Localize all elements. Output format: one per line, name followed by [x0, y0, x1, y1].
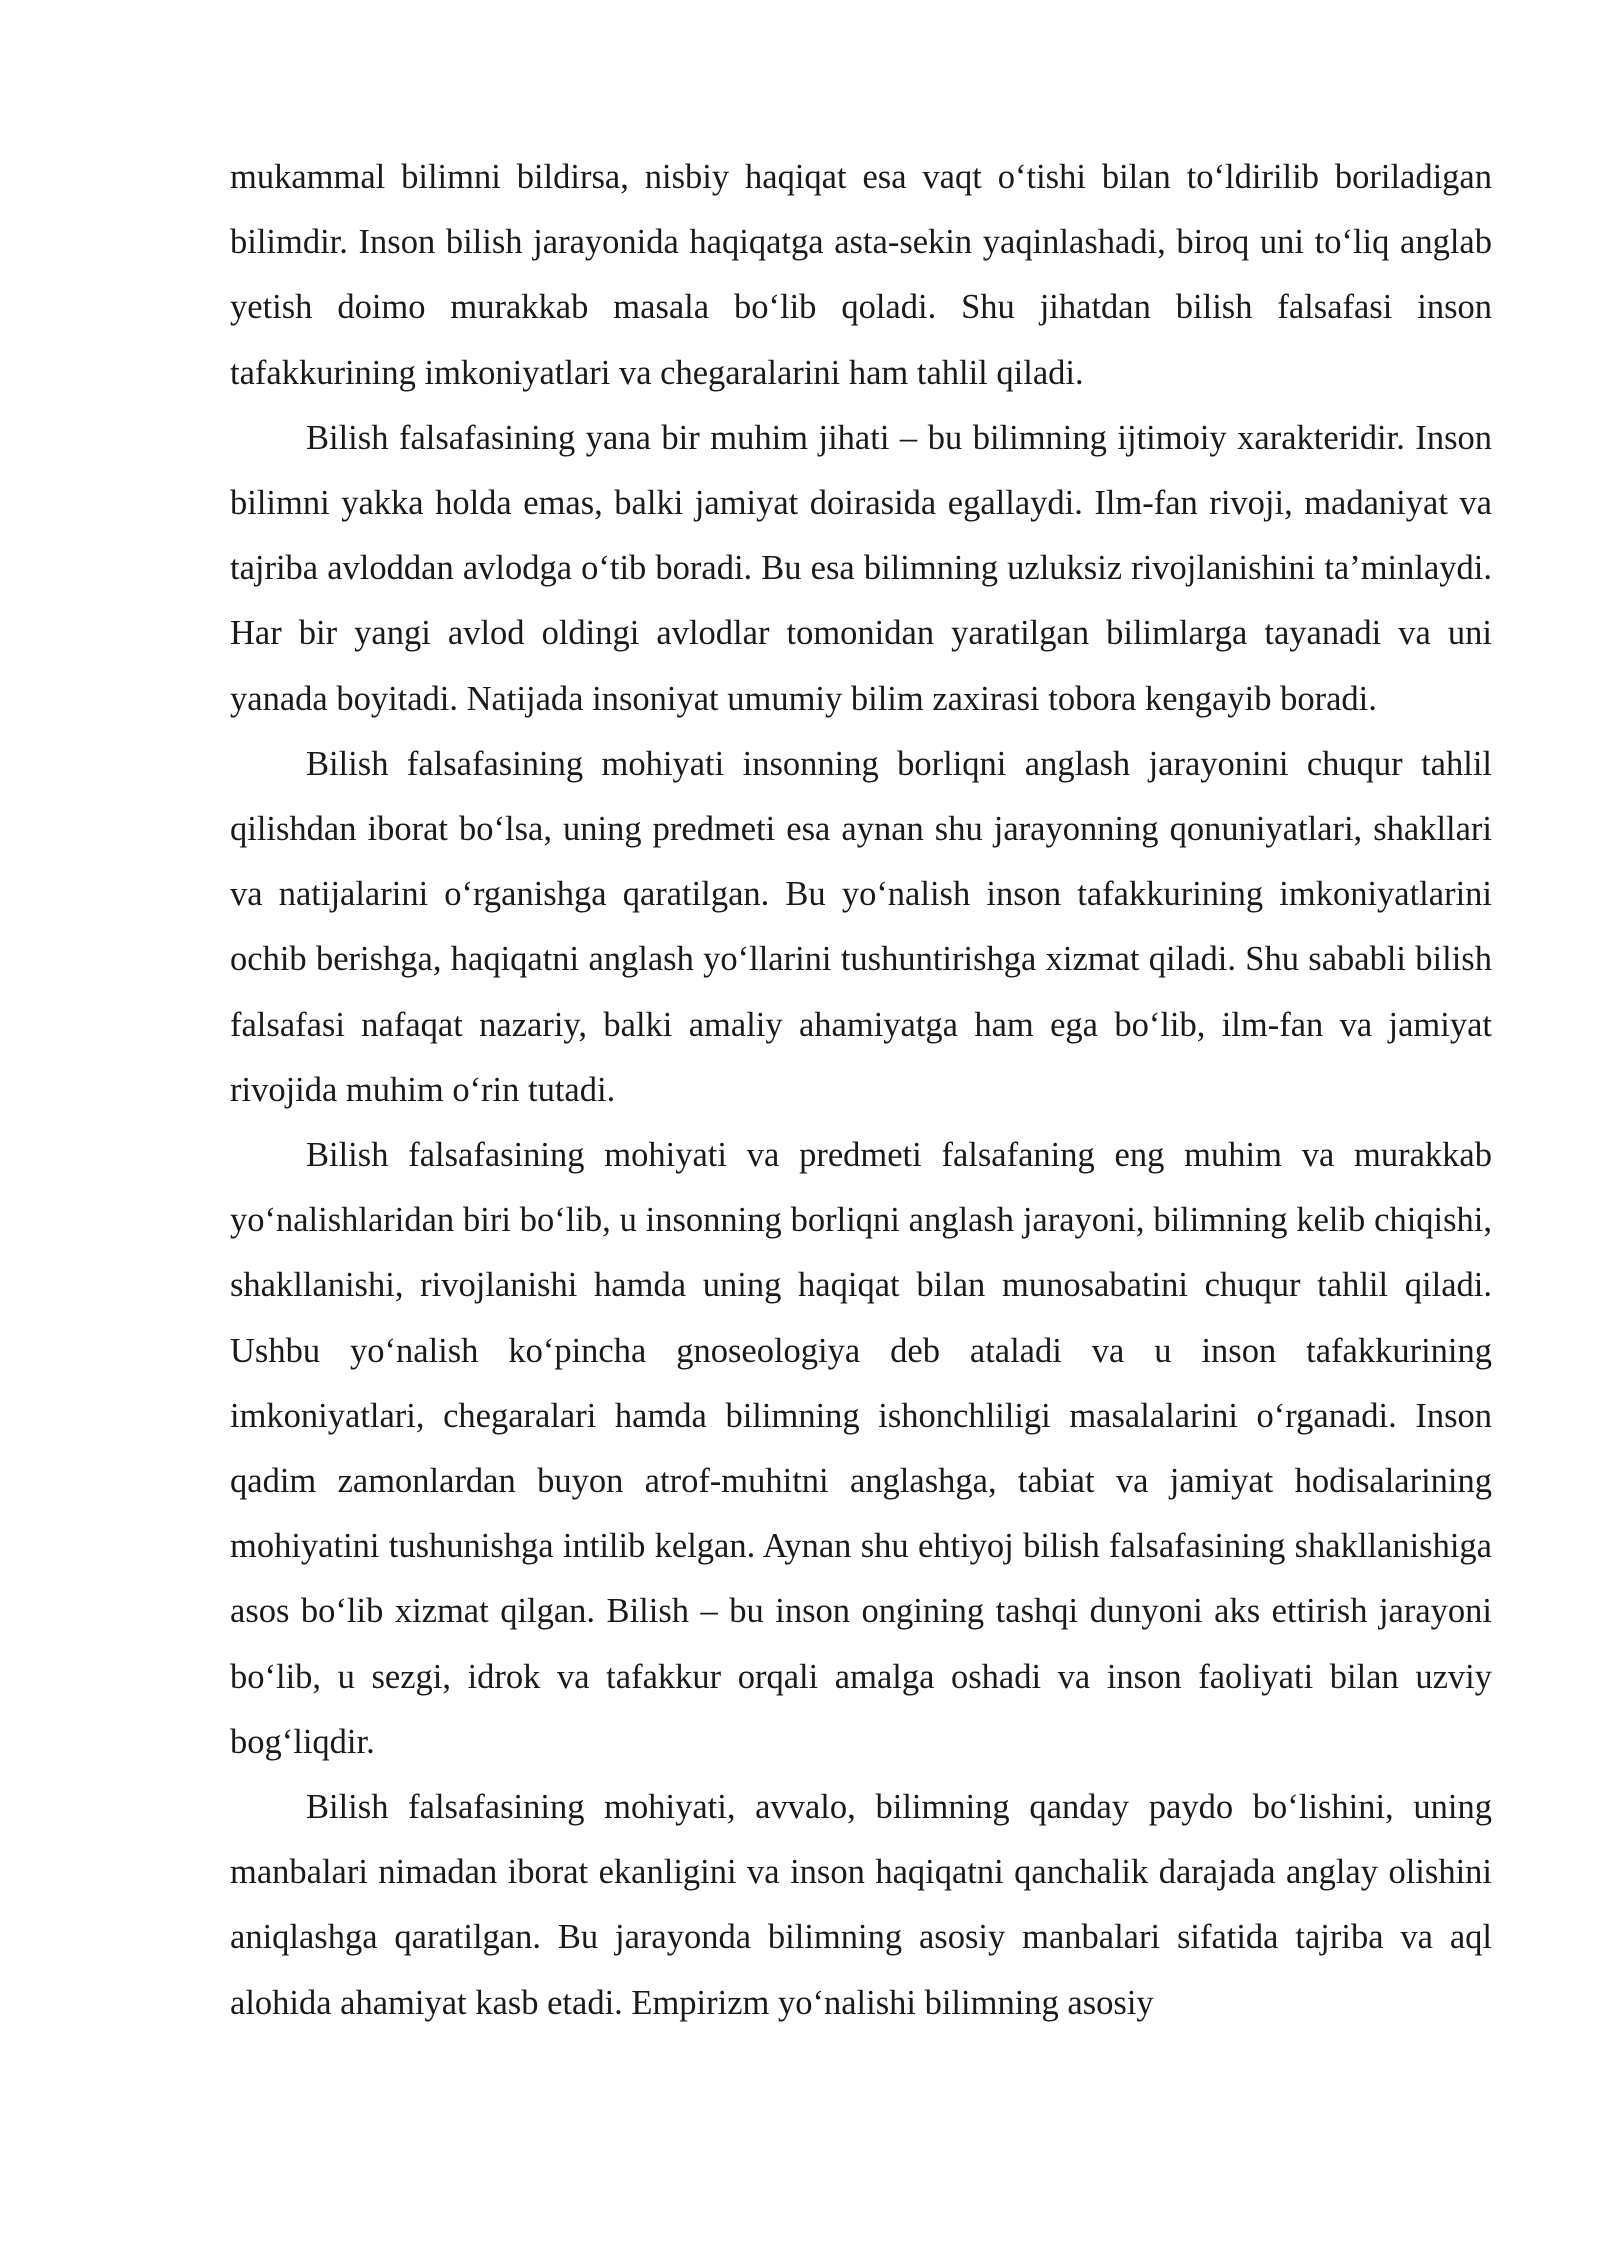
paragraph: Bilish falsafasining mohiyati insonning borliqni anglash jarayonini chuqur tahlil qilishdan iborat bo‘lsa, uning predmeti esa aynan shu jarayonning qonuniyatlari, shakllari va natijalarini o‘rganishga qaratilgan. Bu yo‘nalish inson tafakkurining imkoniyatlarini ochib berishga, haqiqatni anglash yo‘llarini tushuntirishga xizmat qiladi. Shu sababli bilish falsafasi nafaqat nazariy, balki amaliy ahamiyatga ham ega bo‘lib, ilm-fan va jamiyat rivojida muhim o‘rin tutadi. [230, 744, 1492, 1109]
paragraph-continuation: mukammal bilimni bildirsa, nisbiy haqiqat esa vaqt o‘tishi bilan to‘ldirilib boriladigan bilimdir. Inson bilish jarayonida haqiqatga asta-sekin yaqinlashadi, biroq uni to‘liq anglab yetish doimo murakkab masala bo‘lib qoladi. Shu jihatdan bilish falsafasi inson tafakkurining imkoniyatlari va chegaralarini ham tahlil qiladi. [230, 158, 1492, 392]
body-text [230, 145, 1492, 2036]
paragraph: Bilish falsafasining mohiyati, avvalo, bilimning qanday paydo bo‘lishini, uning manbalari nimadan iborat ekanligini va inson haqiqatni qanchalik darajada anglay olishini aniqlashga qaratilgan. Bu jarayonda bilimning asosiy manbalari sifatida tajriba va aql alohida ahamiyat kasb etadi. Empirizm yo‘nalishi bilimning asosiy [230, 1788, 1492, 2022]
paragraph: Bilish falsafasining mohiyati va predmeti falsafaning eng muhim va murakkab yo‘nalishlaridan biri bo‘lib, u insonning borliqni anglash jarayoni, bilimning kelib chiqishi, shakllanishi, rivojlanishi hamda uning haqiqat bilan munosabatini chuqur tahlil qiladi. Ushbu yo‘nalish ko‘pincha gnoseologiya deb ataladi va u inson tafakkurining imkoniyatlari, chegaralari hamda bilimning ishonchliligi masalalarini o‘rganadi. Inson qadim zamonlardan buyon atrof-muhitni anglashga, tabiat va jamiyat hodisalarining mohiyatini tushunishga intilib kelgan. Aynan shu ehtiyoj bilish falsafasining shakllanishiga asos bo‘lib xizmat qilgan. Bilish – bu inson ongining tashqi dunyoni aks ettirish jarayoni bo‘lib, u sezgi, idrok va tafakkur orqali amalga oshadi va inson faoliyati bilan uzviy bog‘liqdir. [230, 1136, 1492, 1761]
paragraph: Bilish falsafasining yana bir muhim jihati – bu bilimning ijtimoiy xarakteridir. Inson bilimni yakka holda emas, balki jamiyat doirasida egallaydi. Ilm-fan rivoji, madaniyat va tajriba avloddan avlodga o‘tib boradi. Bu esa bilimning uzluksiz rivojlanishini ta’minlaydi. Har bir yangi avlod oldingi avlodlar tomonidan yaratilgan bilimlarga tayanadi va uni yanada boyitadi. Natijada insoniyat umumiy bilim zaxirasi tobora kengayib boradi. [230, 418, 1492, 718]
